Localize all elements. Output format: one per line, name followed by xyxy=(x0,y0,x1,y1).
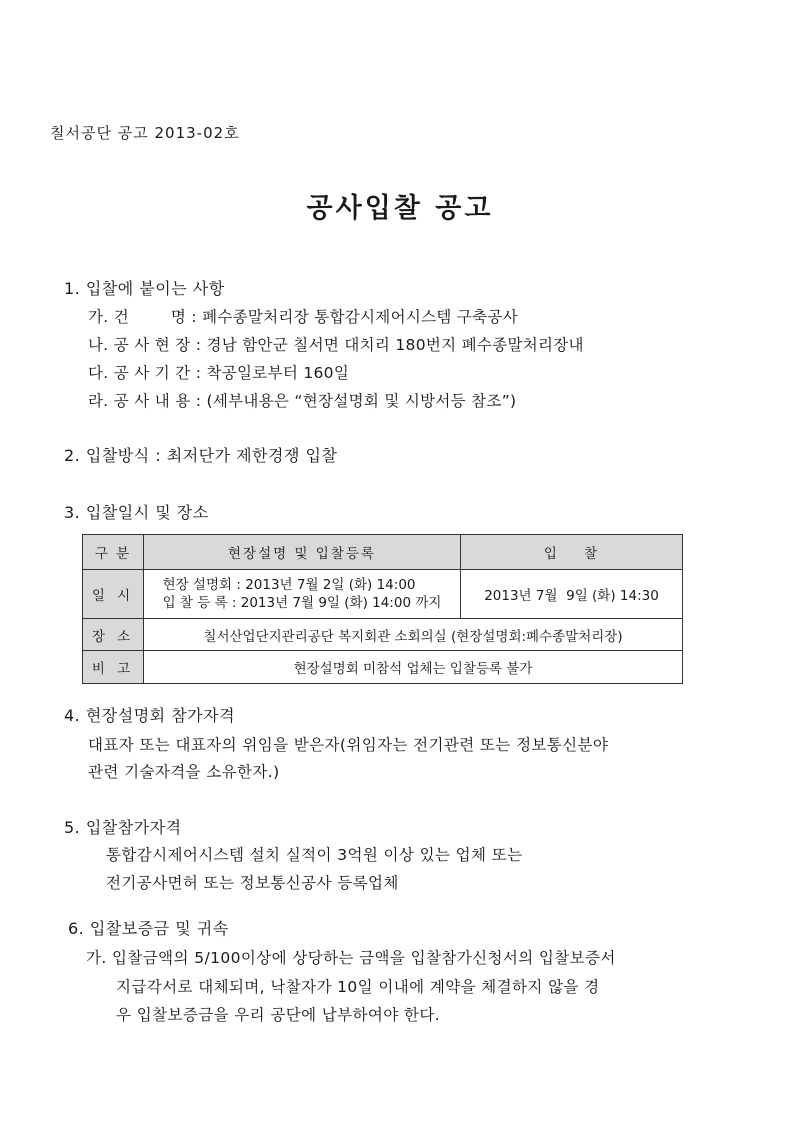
section-6-heading: 6. 입찰보증금 및 귀속 xyxy=(68,919,229,938)
section-2-heading: 2. 입찰방식 : 최저단가 제한경쟁 입찰 xyxy=(64,446,338,465)
section-1-item-period: 다. 공 사 기 간 : 착공일로부터 160일 xyxy=(88,364,350,382)
table-cell-bid-date: 2013년 7월 9일 (화) 14:30 xyxy=(461,570,683,619)
section-6-line-1: 가. 입찰금액의 5/100이상에 상당하는 금액을 입찰참가신청서의 입찰보증서 xyxy=(86,949,616,967)
table-cell-briefing-registration-dates xyxy=(144,570,461,619)
section-1-item-site: 나. 공 사 현 장 : 경남 함안군 칠서면 대치리 180번지 폐수종말처리장내 xyxy=(88,336,584,354)
section-3-heading: 3. 입찰일시 및 장소 xyxy=(64,503,209,522)
notice-reference-number: 칠서공단 공고 2013-02호 xyxy=(50,124,240,142)
schedule-table xyxy=(82,534,683,684)
table-label-place: 장 소 xyxy=(83,619,144,651)
table-header-bid: 입 찰 xyxy=(461,535,683,570)
section-4-line-1: 대표자 또는 대표자의 위임을 받은자(위임자는 전기관련 또는 정보통신분야 xyxy=(88,736,609,754)
registration-date: 입 찰 등 록 : 2013년 7월 9일 (화) 14:00 까지 xyxy=(162,595,442,611)
table-row-note xyxy=(83,651,683,684)
table-row-place xyxy=(83,619,683,651)
section-1-heading: 1. 입찰에 붙이는 사항 xyxy=(64,279,225,298)
table-label-datetime: 일 시 xyxy=(83,570,144,619)
section-1-item-content: 라. 공 사 내 용 : (세부내용은 “현장설명회 및 시방서등 참조”) xyxy=(88,392,517,410)
section-5-line-2: 전기공사면허 또는 정보통신공사 등록업체 xyxy=(106,874,399,892)
section-6-line-2: 지급각서로 대체되며, 낙찰자가 10일 이내에 계약을 체결하지 않을 경 xyxy=(116,978,600,996)
section-5-heading: 5. 입찰참가자격 xyxy=(64,818,182,837)
table-header-briefing-registration: 현장설명 및 입찰등록 xyxy=(144,535,461,570)
table-header-category: 구 분 xyxy=(83,535,144,570)
briefing-date: 현장 설명회 : 2013년 7월 2일 (화) 14:00 xyxy=(162,577,416,593)
section-1-item-project-name: 가. 건 명 : 폐수종말처리장 통합감시제어시스템 구축공사 xyxy=(88,308,518,326)
section-5-line-1: 통합감시제어시스템 설치 실적이 3억원 이상 있는 업체 또는 xyxy=(106,846,523,864)
section-4-line-2: 관련 기술자격을 소유한자.) xyxy=(88,763,280,781)
section-6-line-3: 우 입찰보증금을 우리 공단에 납부하여야 한다. xyxy=(116,1006,441,1024)
table-header-row xyxy=(83,535,683,570)
section-4-heading: 4. 현장설명회 참가자격 xyxy=(64,706,236,725)
table-label-note: 비 고 xyxy=(83,651,144,684)
table-cell-note: 현장설명회 미참석 업체는 입찰등록 불가 xyxy=(144,651,683,684)
table-cell-place: 칠서산업단지관리공단 복지회관 소회의실 (현장설명회:폐수종말처리장) xyxy=(144,619,683,651)
page-title: 공사입찰 공고 xyxy=(306,193,494,224)
table-row-datetime xyxy=(83,570,683,619)
